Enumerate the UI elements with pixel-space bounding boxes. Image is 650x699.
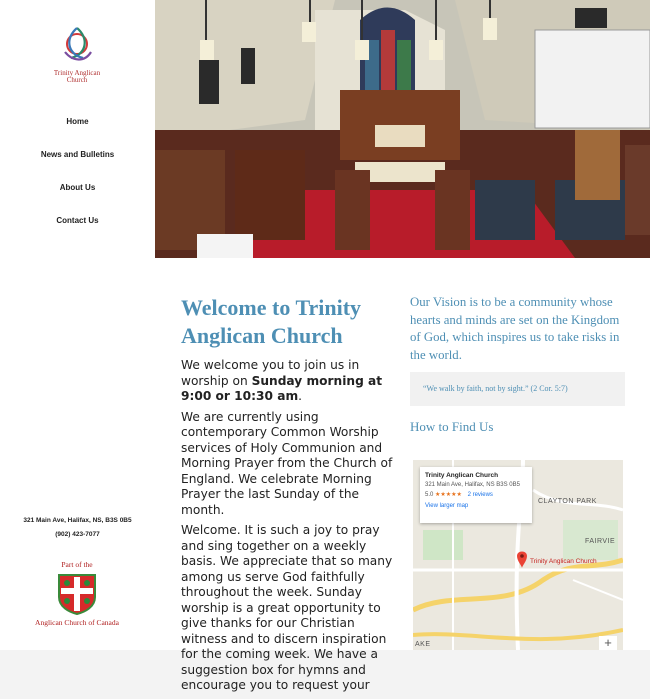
nav-news-and-bulletins[interactable]: News and Bulletins	[40, 150, 115, 159]
phone: (902) 423-7077	[55, 531, 100, 538]
vision-statement: Our Vision is to be a community whose hearts and minds are set on the Kingdom of God, which inspires us to take risks in the world.	[410, 295, 620, 362]
welcome-paragraph-1	[181, 358, 393, 405]
logo-line-1: Trinity Anglican	[53, 69, 101, 77]
sidebar	[0, 0, 155, 650]
anglican-shield-icon	[55, 571, 99, 615]
main-content	[155, 258, 650, 692]
scripture-quote: “We walk by faith, not by sight.” (2 Cor. 5:7)	[410, 372, 625, 406]
nav-home[interactable]: Home	[66, 117, 89, 126]
nav-about-us[interactable]: About Us	[59, 183, 96, 192]
google-map[interactable]	[413, 460, 623, 650]
welcome-paragraph-2: We are currently using contemporary Common Worship services of Holy Communion and Morning Prayer from the Church of England. We celebrate Morning Prayer the last Sunday of the month.	[181, 409, 393, 517]
anglican-church-badge[interactable]	[22, 560, 132, 627]
church-logo[interactable]	[48, 24, 106, 92]
map-info-card	[420, 467, 532, 523]
welcome-title: Welcome to Trinity Anglican Church	[181, 295, 362, 348]
address: 321 Main Ave, Halifax, NS, B3S 0B5	[23, 517, 132, 524]
welcome-p1-end: .	[298, 389, 303, 403]
map-card-address: 321 Main Ave, Halifax, NS B3S 0B5	[425, 482, 520, 488]
logo-line-2: Church	[66, 76, 88, 84]
triquetra-icon	[57, 24, 97, 70]
map-pin-label[interactable]: Trinity Anglican Church	[530, 558, 597, 565]
map-card-rating	[425, 491, 527, 498]
map-label-lake: AKE	[415, 641, 431, 648]
welcome-p1-text: We welcome you to join us in worship on	[181, 358, 360, 388]
how-to-find-us-heading: How to Find Us	[410, 419, 494, 434]
welcome-paragraph-3: Welcome. It is such a joy to pray and sing together on a weekly basis. We appreciate that so many among us serve God faithfully throughout the week. Sunday worship is a great opportunity to give thanks for our Christian witness and to discern inspiration for the coming week. We have a suggestion box for hymns and encourage you to request your	[181, 523, 393, 692]
hero-image-church-interior	[155, 0, 650, 258]
rating-stars-icon: ★★★★★	[435, 492, 462, 498]
service-times: Sunday morning at 9:00 or 10:30 am	[181, 373, 383, 403]
vision-column	[410, 294, 625, 435]
nav-contact-us[interactable]: Contact Us	[56, 216, 99, 225]
welcome-column	[181, 294, 393, 699]
map-label-fairview: FAIRVIE	[585, 538, 616, 545]
badge-bottom-text: Anglican Church of Canada	[35, 618, 119, 627]
rating-value: 5.0	[425, 492, 434, 498]
reviews-link[interactable]: 2 reviews	[467, 492, 493, 498]
zoom-in-button[interactable]: +	[599, 636, 617, 650]
map-label-clayton-park: CLAYTON PARK	[538, 498, 597, 505]
view-larger-map-link[interactable]: View larger map	[425, 503, 469, 509]
badge-top-text: Part of the	[61, 560, 93, 569]
map-card-title: Trinity Anglican Church	[425, 472, 499, 479]
